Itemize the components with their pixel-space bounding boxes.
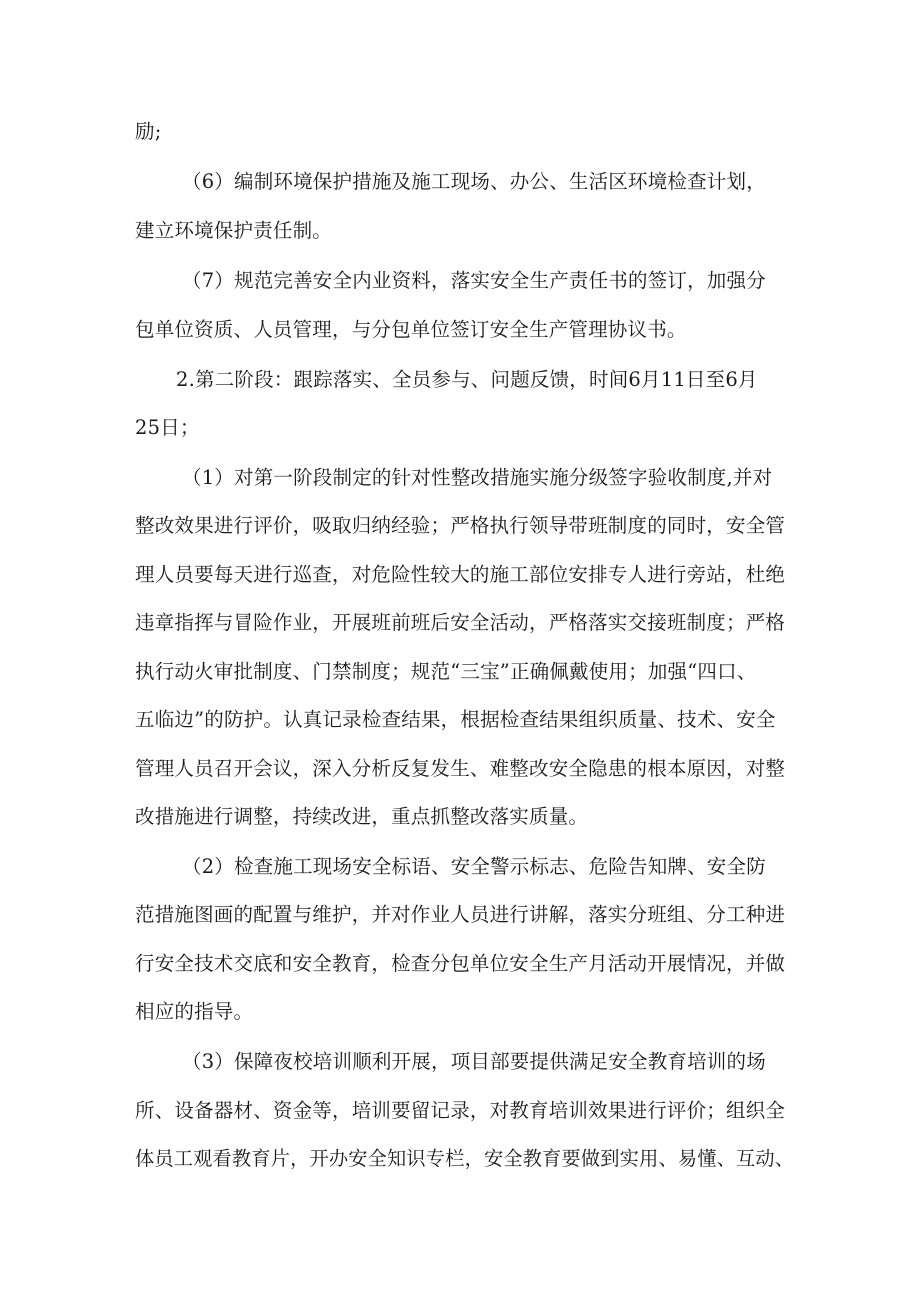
text-line: 理人员要每天进行巡查，对危险性较大的施工部位安排专人进行旁站，杜绝 — [135, 563, 786, 586]
text-line: 包单位资质、人员管理，与分包单位签订安全生产管理协议书。 — [135, 318, 687, 341]
text-line: 2.第二阶段：跟踪落实、全员参与、问题反馈，时间6月11日至6月 — [176, 368, 758, 391]
text-line: 五临边”的防护。认真记录检查结果，根据检查结果组织质量、技术、安全 — [135, 708, 776, 731]
text-line: 建立环境保护责任制。 — [135, 219, 333, 242]
text-line: （3）保障夜校培训顺利开展，项目部要提供满足安全教育培训的场 — [182, 1050, 766, 1073]
text-line: （7）规范完善安全内业资料，落实安全生产责任书的签订，加强分 — [182, 269, 766, 292]
text-line: （1）对第一阶段制定的针对性整改措施实施分级签字验收制度,并对 — [182, 466, 773, 489]
text-line: （2）检查施工现场安全标语、安全警示标志、危险告知牌、安全防 — [182, 855, 766, 878]
text-line: 25日； — [135, 416, 200, 439]
text-line: 所、设备器材、资金等，培训要留记录，对教育培训效果进行评价；组织全 — [135, 1099, 786, 1122]
text-line: 范措施图画的配置与维护，并对作业人员进行讲解，落实分班组、分工种进 — [135, 903, 786, 926]
text-line: 执行动火审批制度、门禁制度；规范“三宝”正确佩戴使用；加强“四口、 — [135, 660, 757, 683]
text-line: 相应的指导。 — [135, 1000, 254, 1023]
text-line: 管理人员召开会议，深入分析反复发生、难整改安全隐患的根本原因，对整 — [135, 757, 786, 780]
text-line: 行安全技术交底和安全教育，检查分包单位安全生产月活动开展情况，并做 — [135, 952, 786, 975]
text-line: （6）编制环境保护措施及施工现场、办公、生活区环境检查计划， — [182, 170, 766, 193]
text-line: 违章指挥与冒险作业，开展班前班后安全活动，严格落实交接班制度；严格 — [135, 611, 786, 634]
text-line: 整改效果进行评价，吸取归纳经验；严格执行领导带班制度的同时，安全管 — [135, 514, 786, 537]
text-line: 改措施进行调整，持续改进，重点抓整改落实质量。 — [135, 805, 589, 828]
text-line: 体员工观看教育片，开办安全知识专栏，安全教育要做到实用、易懂、互动、 — [135, 1147, 795, 1170]
text-line: 励; — [135, 120, 162, 143]
